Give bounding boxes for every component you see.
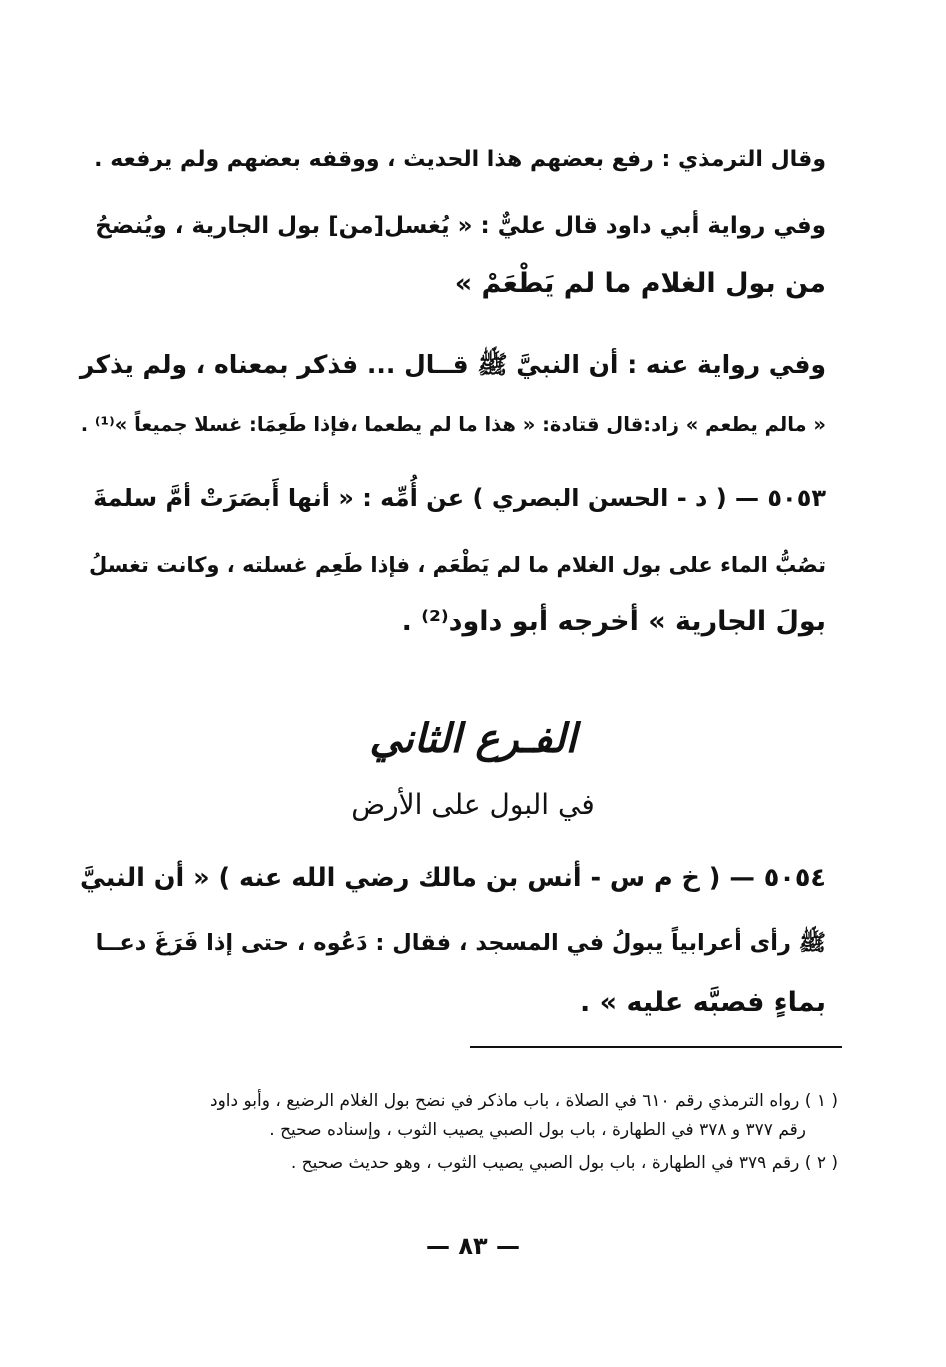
body-line-2: وفي رواية أبي داود قال عليٌّ : « يُغسل[من] بول الجارية ، ويُنضحُ [95, 213, 826, 239]
hadith-5054-line-1: ٥٠٥٤ — ( خ م س - أنس بن مالك رضي الله عنه ) « أن النبيَّ [79, 863, 826, 893]
footnote-2: ( ٢ ) رقم ٣٧٩ في الطهارة ، باب بول الصبي يصيب الثوب ، وهو حديث صحيح . [290, 1153, 838, 1173]
hadith-5053-line-2: تصُبُّ الماء على بول الغلام ما لم يَطْعَم ، فإذا طَعِم غسلته ، وكانت تغسلُ [89, 553, 826, 577]
hadith-5053-line-3: بولَ الجارية » أخرجه أبو داود⁽²⁾ . [401, 606, 826, 637]
hadith-5053-line-1: ٥٠٥٣ — ( د - الحسن البصري ) عن أُمِّه : « أنها أَبصَرَتْ أمَّ سلمةَ [93, 484, 826, 512]
footnote-1-line-1: ( ١ ) رواه الترمذي رقم ٦١٠ في الصلاة ، باب ماذكر في نضح بول الغلام الرضيع ، وأبو داود [210, 1091, 838, 1111]
page-number: — ٨٣ — [425, 1232, 520, 1260]
body-line-3: من بول الغلام ما لم يَطْعَمْ » [454, 268, 826, 299]
body-line-4: وفي رواية عنه : أن النبيَّ ﷺ قــال ... فذكر بمعناه ، ولم يذكر [79, 350, 826, 379]
body-line-1: وقال الترمذي : رفع بعضهم هذا الحديث ، ووقفه بعضهم ولم يرفعه . [94, 147, 826, 172]
footnote-separator [470, 1046, 842, 1048]
footnote-1-line-2: رقم ٣٧٧ و ٣٧٨ في الطهارة ، باب بول الصبي يصيب الثوب ، وإسناده صحيح . [269, 1120, 806, 1140]
section-subtitle: في البول على الأرض [351, 788, 595, 821]
section-title: الفـرع الثاني [369, 715, 577, 762]
hadith-5054-line-3: بماءٍ فصبَّه عليه » . [579, 987, 826, 1018]
body-line-5: « مالم يطعم » زاد:قال قتادة: « هذا ما لم يطعما ،فإذا طَعِمَا: غسلا جميعاً »⁽¹⁾ . [80, 413, 826, 436]
hadith-5054-line-2: ﷺ رأى أعرابياً يبولُ في المسجد ، فقال : دَعُوه ، حتى إذا فَرَغَ دعــا [95, 930, 826, 956]
